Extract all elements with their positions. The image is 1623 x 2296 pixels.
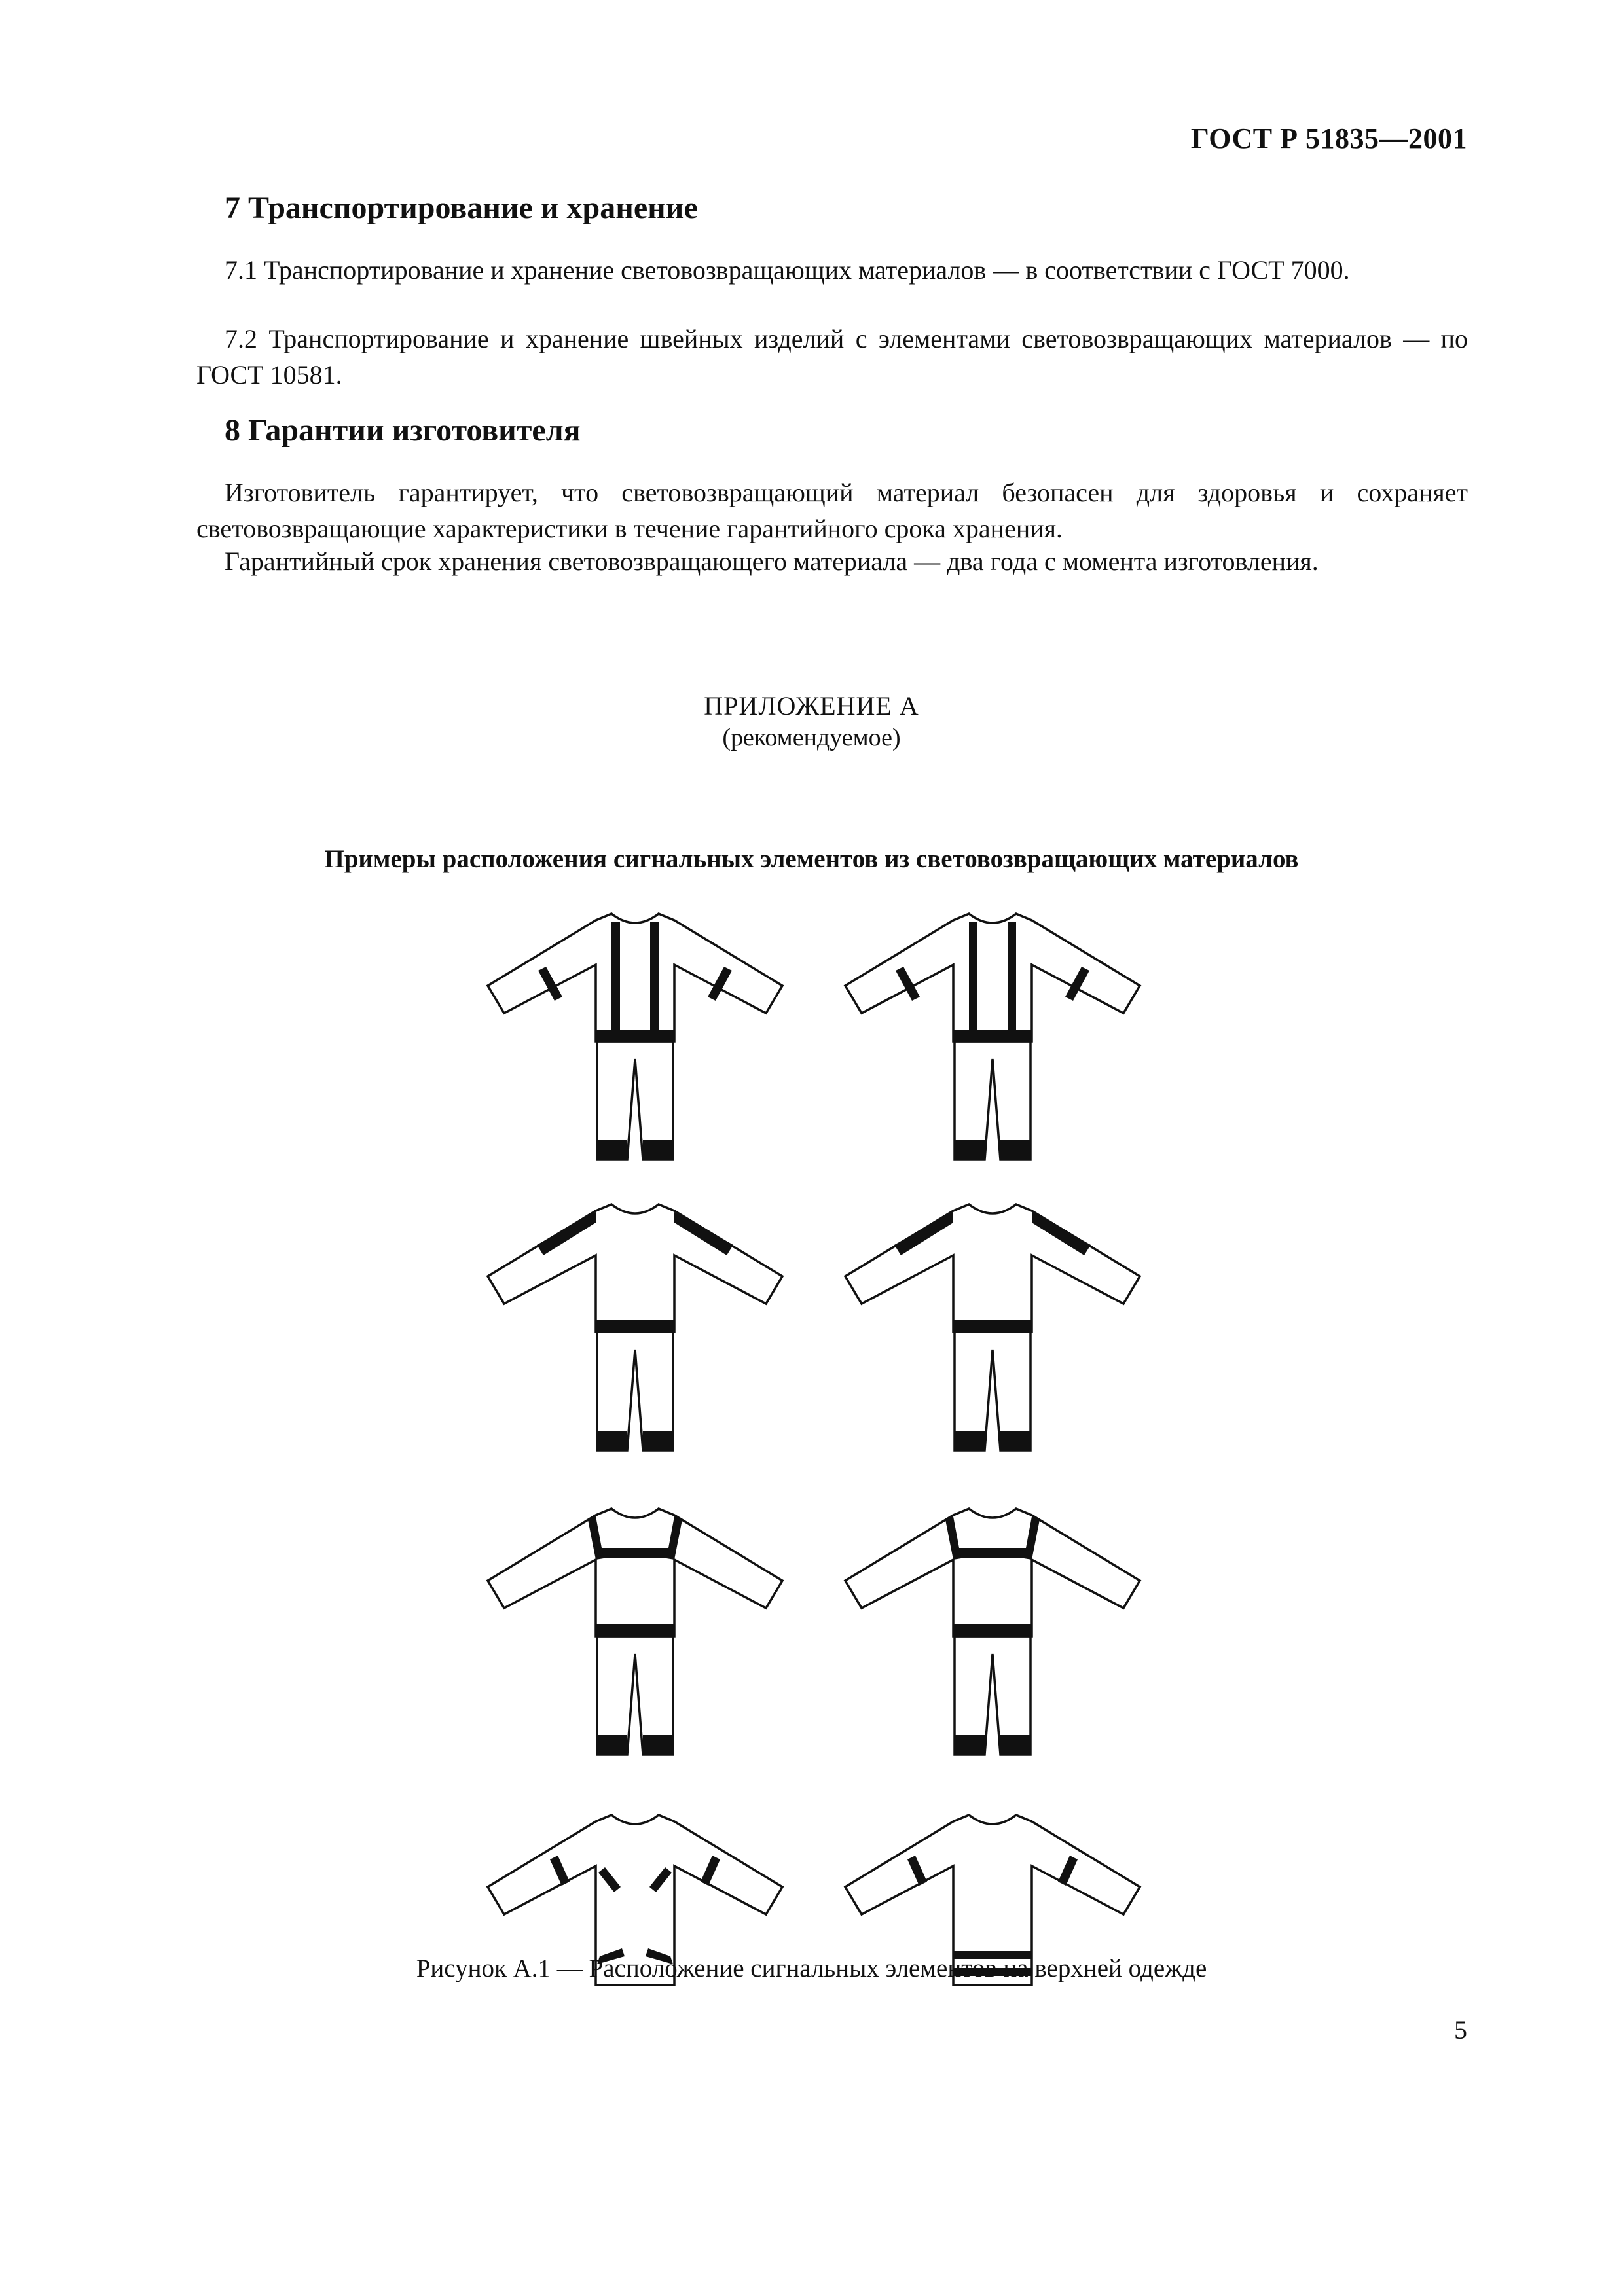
suit-figure-3 xyxy=(488,1204,782,1450)
suit-figure-5 xyxy=(488,1509,782,1755)
suit-figure-4 xyxy=(845,1204,1140,1450)
annex-title: ПРИЛОЖЕНИЕ А xyxy=(704,691,919,721)
section-8-paragraph-2: Гарантийный срок хранения световозвращающего материала — два года с момента изготовления. xyxy=(225,547,1319,576)
page-number: 5 xyxy=(1454,2015,1467,2045)
section-7-paragraph-2: 7.2 Транспортирование и хранение швейных изделий с элементами световозвращающих материалов — по ГОСТ 10581. xyxy=(196,324,1468,389)
section-8-title: 8 Гарантии изготовителя xyxy=(225,413,581,448)
document-code: ГОСТ Р 51835—2001 xyxy=(1190,122,1467,154)
figure-caption: Рисунок А.1 — Расположение сигнальных элементов на верхней одежде xyxy=(416,1954,1207,1982)
section-8-paragraph-1: Изготовитель гарантирует, что световозвращающий материал безопасен для здоровья и сохраняет световозвращающие характеристики в течение гарантийного срока хранения. xyxy=(196,478,1468,543)
section-7-paragraph-1: 7.1 Транспортирование и хранение световозвращающих материалов — в соответствии с ГОСТ 7000. xyxy=(225,255,1350,285)
suit-figure-6 xyxy=(845,1509,1140,1755)
annex-type: (рекомендуемое) xyxy=(722,724,901,751)
suit-figure-2 xyxy=(845,914,1140,1160)
suit-figure-1 xyxy=(488,914,782,1160)
section-7-title: 7 Транспортирование и хранение xyxy=(225,190,698,225)
annex-heading: Примеры расположения сигнальных элементов из световозвращающих материалов xyxy=(324,845,1299,873)
